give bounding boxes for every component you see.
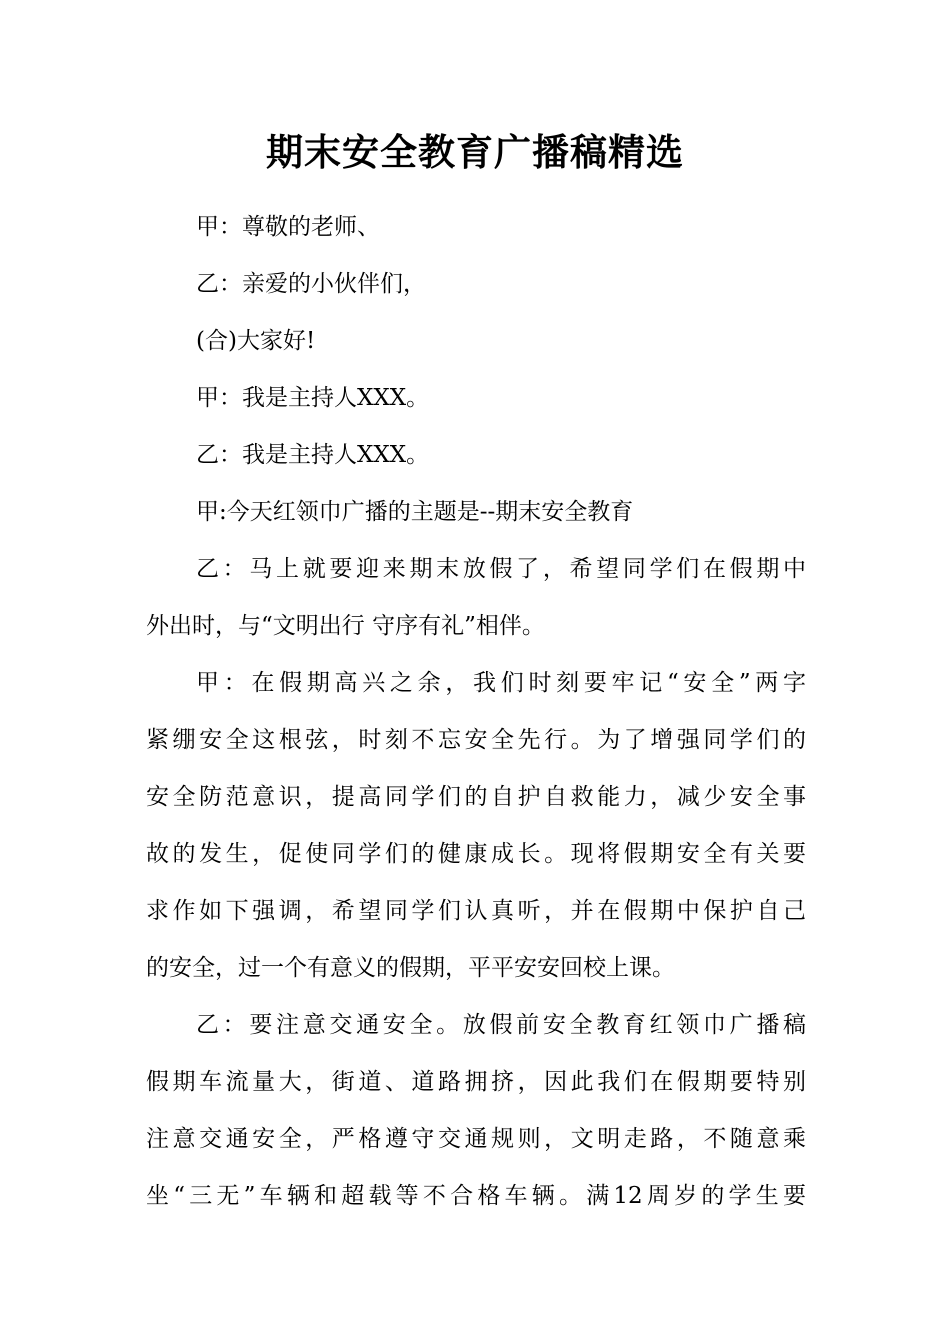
paragraph-line: 坐“三无”车辆和超载等不合格车辆。满12周岁的学生要 (146, 1183, 806, 1209)
paragraph-line: 安全防范意识，提高同学们的自护自救能力，减少安全事 (146, 784, 806, 810)
paragraph-line: 的安全，过一个有意义的假期，平平安安回校上课。 (146, 955, 675, 981)
paragraph-line: 求作如下强调，希望同学们认真听，并在假期中保护自己 (146, 898, 806, 924)
document-title: 期末安全教育广播稿精选 (266, 131, 684, 174)
paragraph-line: 紧绷安全这根弦，时刻不忘安全先行。为了增强同学们的 (146, 727, 806, 753)
dialogue-line: 甲：尊敬的老师、 (196, 214, 380, 240)
dialogue-line: 甲:今天红领巾广播的主题是--期末安全教育 (196, 499, 634, 525)
dialogue-line: 甲：我是主持人XXX。 (196, 385, 430, 411)
dialogue-line: 乙：亲爱的小伙伴们， (196, 271, 426, 297)
paragraph-line: 注意交通安全，严格遵守交通规则，文明走路，不随意乘 (146, 1126, 806, 1152)
paragraph-line: 乙：马上就要迎来期末放假了，希望同学们在假期中 (196, 556, 806, 582)
paragraph-line: 假期车流量大，街道、道路拥挤，因此我们在假期要特别 (146, 1069, 806, 1095)
dialogue-line: (合)大家好! (196, 328, 316, 354)
paragraph-line: 乙：要注意交通安全。放假前安全教育红领巾广播稿 (196, 1012, 806, 1038)
paragraph-line: 外出时，与“文明出行 守序有礼”相伴。 (146, 613, 545, 639)
dialogue-line: 乙：我是主持人XXX。 (196, 442, 430, 468)
paragraph-line: 故的发生，促使同学们的健康成长。现将假期安全有关要 (146, 841, 806, 867)
paragraph-line: 甲：在假期高兴之余，我们时刻要牢记“安全”两字 (196, 670, 806, 696)
